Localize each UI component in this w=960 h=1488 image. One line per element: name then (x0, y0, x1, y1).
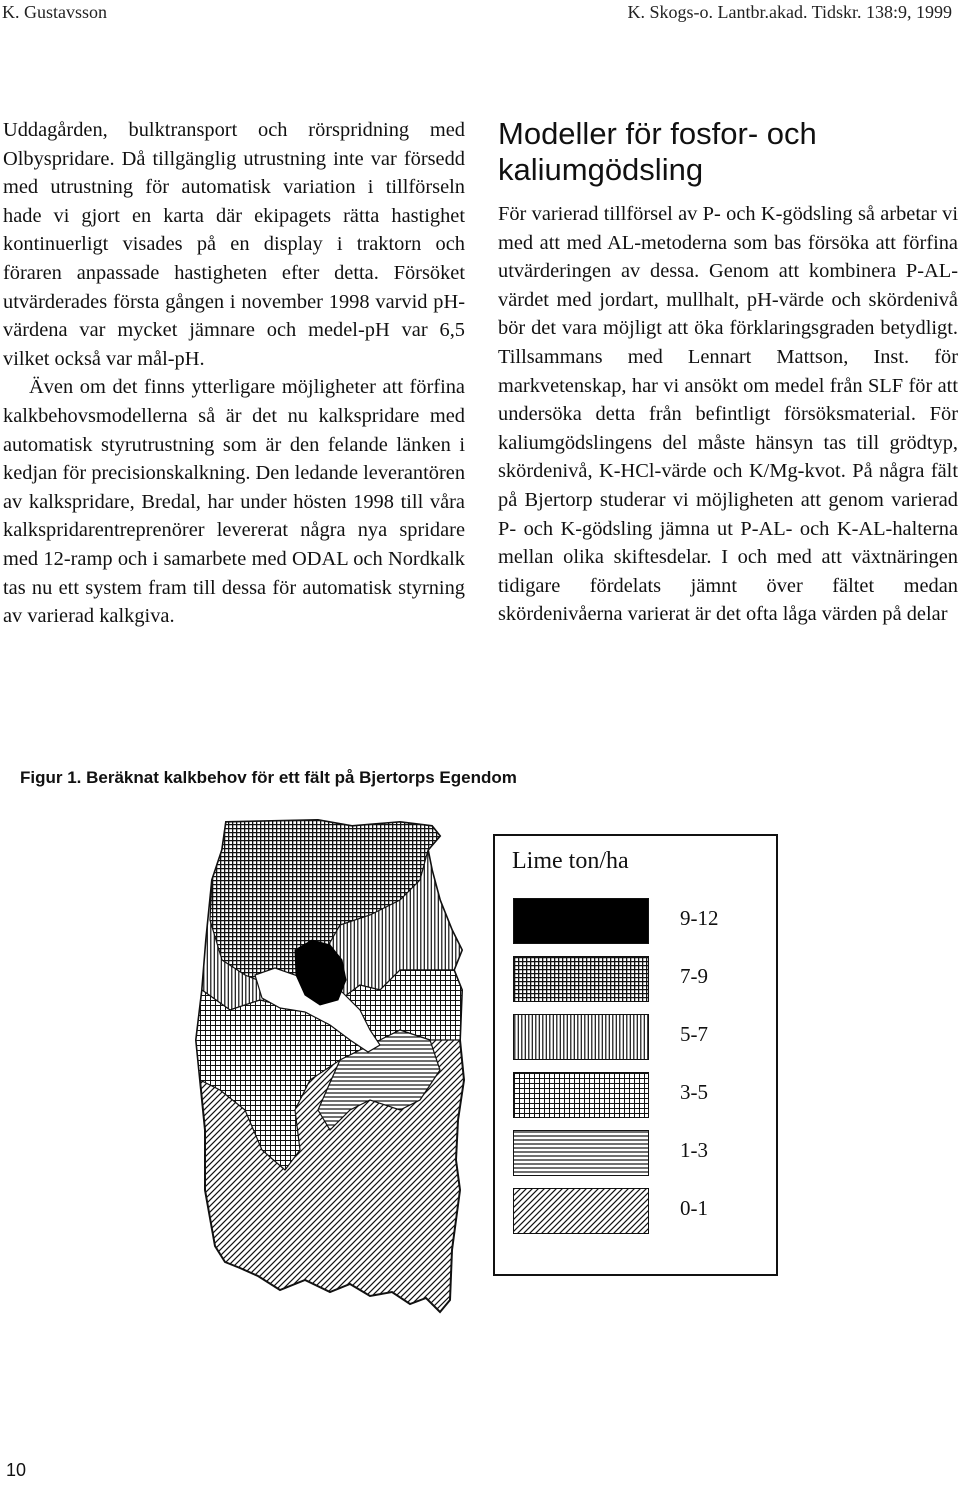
legend-swatch-0-1 (513, 1188, 649, 1234)
legend-label: 7-9 (680, 964, 708, 988)
field-outline (196, 820, 464, 1312)
legend-label: 9-12 (680, 906, 719, 930)
page-number: 10 (6, 1460, 27, 1480)
legend-label: 3-5 (680, 1080, 708, 1104)
map-legend (493, 834, 778, 1276)
legend-swatch-1-3 (513, 1130, 649, 1176)
legend-swatch-3-5 (513, 1072, 649, 1118)
legend-label: 1-3 (680, 1138, 708, 1162)
running-header-author: K. Gustavsson (2, 2, 108, 22)
legend-swatch-9-12 (513, 898, 649, 944)
figure-caption: Figur 1. Beräknat kalkbehov för ett fält på Bjertorps Egendom (20, 768, 517, 787)
legend-swatch-5-7 (513, 1014, 649, 1060)
body-paragraph: För varierad tillförsel av P- och K-gödsling så arbetar vi med att med AL-metoderna som bas försöka att förfina utvärderingen av dessa. Genom att kombinera P-AL-värdet med jordart, mullhalt, pH-värde och skördenivå bör det vara möjligt att öka förklaringsgraden betydligt. Tillsammans med Lennart Mattson, Inst. för markvetenskap, har vi ansökt om medel från SLF för att undersöka detta från befintligt försöksmaterial. För kaliumgödslingens del måste hänsyn tas till grödtyp, skördenivå, K-HCl-värde och K/Mg-kvot. På några fält på Bjertorp studerar vi möjligheten att genom varierad P- och K-gödsling jämna ut P-AL- och K-AL-halterna mellan olika skiftesdelar. I och med att växtnäringen tidigare fördelats jämnt över fältet medan skördenivåerna varierat är det ofta låga värden på delar (498, 203, 958, 626)
zone-9-12 (295, 940, 346, 1005)
right-text-column (498, 116, 958, 629)
zone-3-5 (196, 970, 462, 1170)
body-paragraph: Uddagården, bulktransport och rörspridning med Olbyspridare. Då tillgänglig utrustning inte var försedd med utrustning för automatisk variation i tillförseln hade vi gjort en karta där ekipagets rätta hastighet kontinuerligt visades på en display i traktorn och föraren anpassade hastigheten efter detta. Försöket utvärderades första gången i november 1998 varvid pH-värdena var mycket jämnare och medel-pH var 6,5 vilket också var mål-pH. (3, 119, 465, 370)
zone-5-7 (202, 850, 462, 1010)
zone-1-3 (318, 1030, 440, 1130)
body-paragraph: Även om det finns ytterligare möjligheter att förfina kalkbehovsmodellerna så är det nu kalkspridare med automatisk styrutrustning som är den felande länken i kedjan för precisionskalkning. Den ledande leverantören av kalkspridare, Bredal, har under hösten 1998 till våra kalkspridarentreprenörer levererat några nya spridare med 12-ramp och i samarbete med ODAL och Nordkalk tas nu ett system fram till dessa för automatisk styrning av varierad kalkgiva. (3, 376, 466, 628)
section-heading: Modeller för fosfor- och kaliumgödsling (498, 116, 817, 187)
running-header-journal: K. Skogs-o. Lantbr.akad. Tidskr. 138:9, 1999 (627, 2, 952, 22)
legend-title: Lime ton/ha (512, 848, 629, 874)
left-text-column (3, 116, 465, 631)
legend-label: 0-1 (680, 1196, 708, 1220)
legend-label: 5-7 (680, 1022, 708, 1046)
zone-white (255, 968, 380, 1052)
legend-swatch-7-9 (513, 956, 649, 1002)
zone-7-9 (210, 820, 440, 990)
